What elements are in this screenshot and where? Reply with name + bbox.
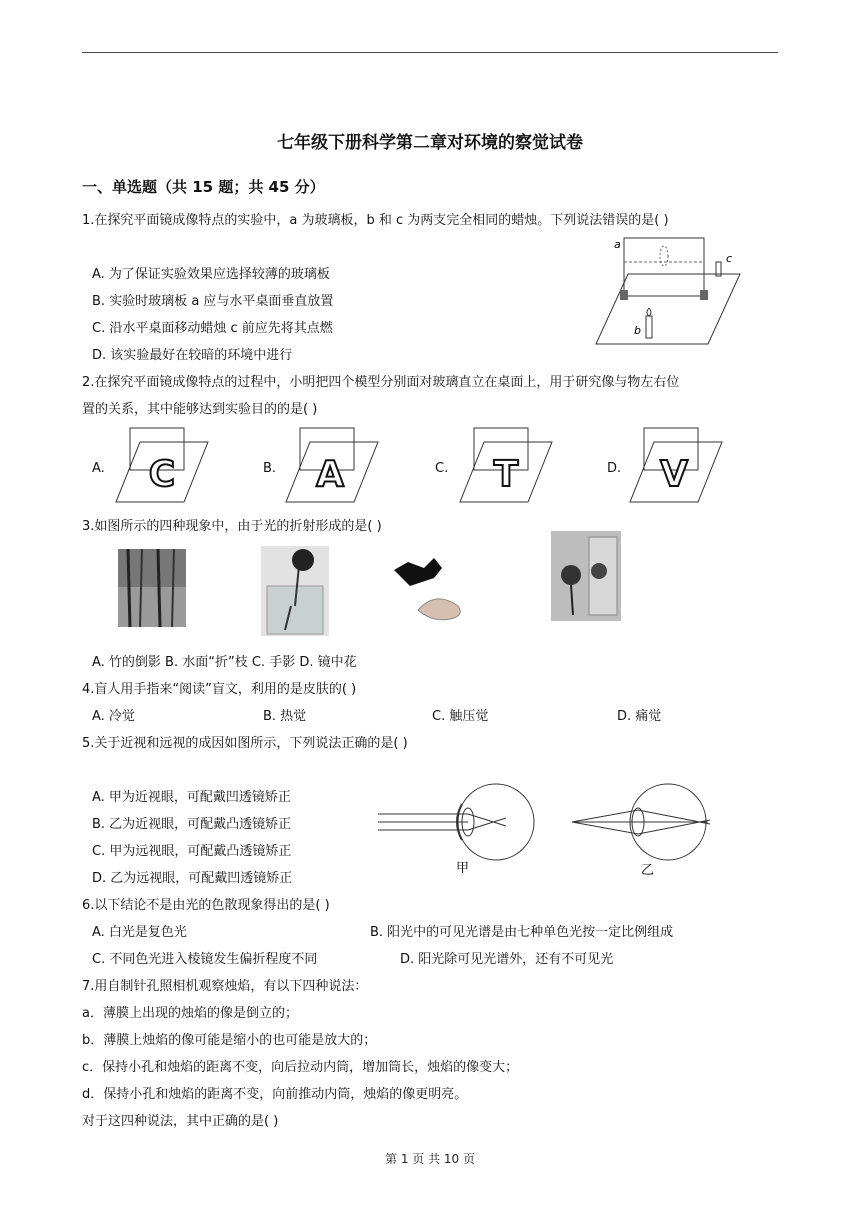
q3-photo-mirror-flower: [551, 531, 621, 621]
q4-option-a[interactable]: A. 冷觉: [92, 709, 135, 724]
q1-option-b[interactable]: B. 实验时玻璃板 a 应与水平桌面垂直放置: [92, 294, 334, 309]
q1-mirror-figure: [588, 234, 748, 350]
q2-choice-c-label[interactable]: C.: [435, 461, 449, 476]
q4-option-d[interactable]: D. 痛觉: [617, 709, 662, 724]
q2-model-d: V: [660, 454, 688, 495]
q2-model-a: C: [148, 454, 176, 495]
page-title: 七年级下册科学第二章对环境的察觉试卷: [277, 133, 583, 153]
q5-label-jia: 甲: [456, 861, 470, 876]
q5-option-d[interactable]: D. 乙为远视眼，可配戴凹透镜矫正: [92, 871, 293, 886]
q2-stem-line1: 2.在探究平面镜成像特点的过程中，小明把四个模型分别面对玻璃直立在桌面上，用于研究像与物左右位: [82, 375, 680, 390]
q1-label-c: c: [726, 252, 733, 265]
q6-option-b[interactable]: B. 阳光中的可见光谱是由七种单色光按一定比例组成: [370, 925, 674, 940]
page-footer: 第 1 页 共 10 页: [385, 1152, 475, 1166]
q7-item-c: c．保持小孔和烛焰的距离不变，向后拉动内筒，增加筒长，烛焰的像变大；: [82, 1060, 519, 1075]
q7-item-d: d．保持小孔和烛焰的距离不变，向前推动内筒，烛焰的像更明亮。: [82, 1087, 468, 1102]
q3-options[interactable]: A. 竹的倒影 B. 水面“折”枝 C. 手影 D. 镜中花: [92, 655, 357, 670]
q5-eye-diagram: [376, 780, 716, 880]
q2-choice-b-label[interactable]: B.: [263, 461, 277, 476]
q2-choice-c-figure[interactable]: [456, 424, 556, 506]
q2-stem-line2: 置的关系，其中能够达到实验目的的是( ): [82, 402, 318, 417]
section-heading: 一、单选题（共 15 题；共 45 分）: [82, 178, 325, 196]
q7-item-b: b．薄膜上烛焰的像可能是缩小的也可能是放大的；: [82, 1033, 377, 1048]
header-rule: [82, 52, 778, 53]
q7-question: 对于这四种说法，其中正确的是( ): [82, 1114, 279, 1129]
q4-stem: 4.盲人用手指来“阅读”盲文，利用的是皮肤的( ): [82, 682, 357, 697]
q2-choice-b-figure[interactable]: [282, 424, 382, 506]
q2-choice-d-label[interactable]: D.: [607, 461, 622, 476]
q2-model-b: A: [316, 454, 344, 495]
q3-photo-bent-stick: [261, 546, 329, 636]
q1-stem: 1.在探究平面镜成像特点的实验中，a 为玻璃板，b 和 c 为两支完全相同的蜡烛。下列说法错误的是( ): [82, 213, 669, 228]
q1-label-b: b: [634, 324, 641, 337]
q3-photo-hand-shadow: [388, 554, 468, 628]
q6-stem: 6.以下结论不是由光的色散现象得出的是( ): [82, 898, 330, 913]
q7-item-a: a．薄膜上出现的烛焰的像是倒立的；: [82, 1006, 298, 1021]
q1-option-d[interactable]: D. 该实验最好在较暗的环境中进行: [92, 348, 293, 363]
q5-label-yi: 乙: [641, 863, 655, 878]
q2-model-c: T: [493, 454, 519, 495]
q5-stem: 5.关于近视和远视的成因如图所示，下列说法正确的是( ): [82, 736, 408, 751]
q2-choice-a-figure[interactable]: [112, 424, 212, 506]
q4-option-b[interactable]: B. 热觉: [263, 709, 307, 724]
q7-stem: 7.用自制针孔照相机观察烛焰，有以下四种说法：: [82, 979, 368, 994]
q5-option-a[interactable]: A. 甲为近视眼，可配戴凹透镜矫正: [92, 790, 291, 805]
q4-option-c[interactable]: C. 触压觉: [432, 709, 489, 724]
q3-stem: 3.如图所示的四种现象中，由于光的折射形成的是( ): [82, 519, 382, 534]
q2-choice-a-label[interactable]: A.: [92, 461, 105, 476]
q1-option-a[interactable]: A. 为了保证实验效果应选择较薄的玻璃板: [92, 267, 330, 282]
q1-option-c[interactable]: C. 沿水平桌面移动蜡烛 c 前应先将其点燃: [92, 321, 333, 336]
q6-option-c[interactable]: C. 不同色光进入棱镜发生偏折程度不同: [92, 952, 318, 967]
q5-option-c[interactable]: C. 甲为远视眼，可配戴凸透镜矫正: [92, 844, 292, 859]
q1-label-a: a: [614, 238, 621, 251]
q6-option-d[interactable]: D. 阳光除可见光谱外，还有不可见光: [400, 952, 614, 967]
q2-choice-d-figure[interactable]: [626, 424, 726, 506]
q6-option-a[interactable]: A. 白光是复色光: [92, 925, 187, 940]
q3-photo-bamboo-reflection: [118, 549, 186, 627]
q5-option-b[interactable]: B. 乙为近视眼，可配戴凸透镜矫正: [92, 817, 292, 832]
